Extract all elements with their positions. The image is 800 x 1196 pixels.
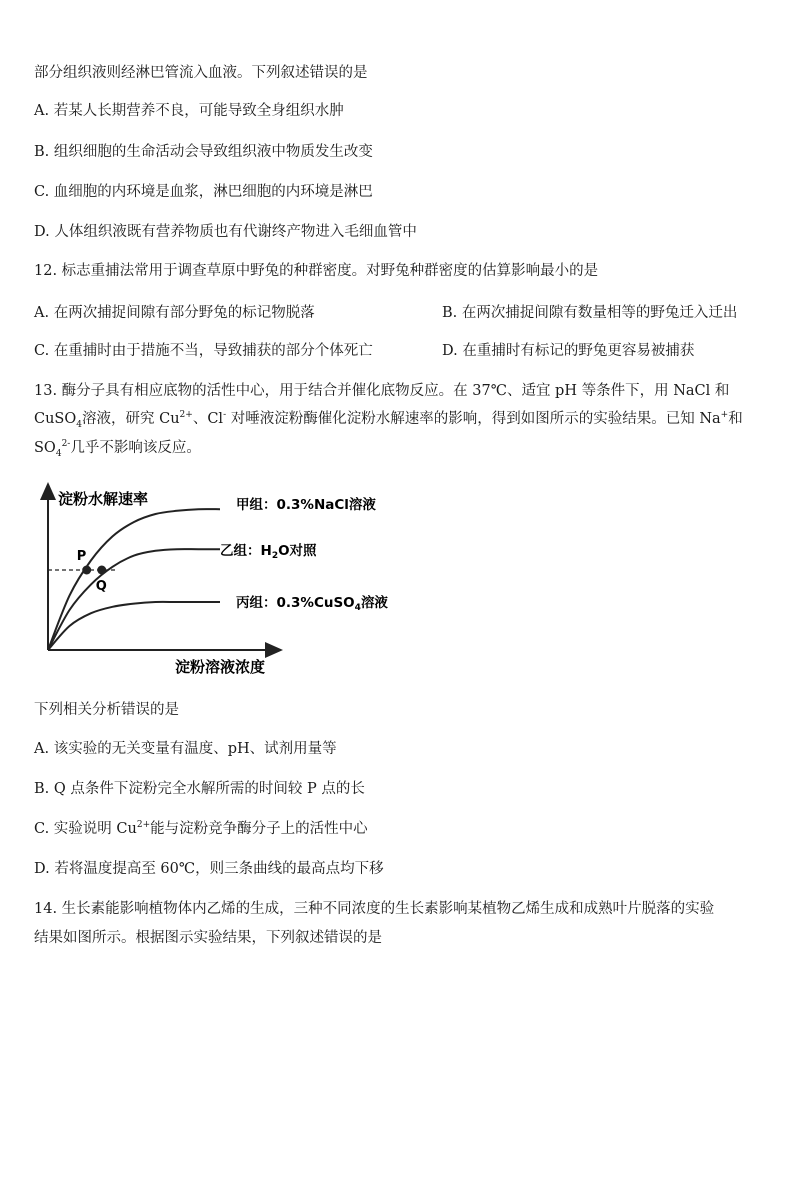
- point-q: [97, 566, 106, 575]
- enzyme-rate-chart: [30, 478, 430, 678]
- legend-yi: 乙组：$H_2O$对照: [220, 543, 317, 561]
- x-axis-title: 淀粉溶液浓度: [175, 658, 266, 676]
- q11-option-d: D. 人体组织液既有营养物质也有代谢终产物进入毛细血管中: [34, 224, 417, 240]
- q12-option-b: B. 在两次捕捉间隙有数量相等的野兔迁入迁出: [442, 305, 738, 321]
- curve-yi-water: [48, 549, 220, 650]
- q12-option-d: D. 在重捕时有标记的野兔更容易被捕获: [442, 343, 695, 359]
- q12-stem: 12. 标志重捕法常用于调查草原中野兔的种群密度。对野兔种群密度的估算影响最小的是: [34, 263, 599, 279]
- point-p: [82, 566, 91, 575]
- q14-stem-line2: 结果如图所示。根据图示实验结果，下列叙述错误的是: [34, 930, 382, 946]
- q13-stem-line3: $SO_4^{2-}$几乎不影响该反应。: [34, 439, 201, 459]
- point-p-label: P: [76, 549, 87, 564]
- q13-option-d: D. 若将温度提高至 60℃，则三条曲线的最高点均下移: [34, 861, 384, 877]
- y-axis-title: 淀粉水解速率: [58, 490, 149, 508]
- q11-option-a: A. 若某人长期营养不良，可能导致全身组织水肿: [34, 103, 344, 119]
- q13-option-c: C. 实验说明 $Cu^{2+}$能与淀粉竞争酶分子上的活性中心: [34, 820, 368, 837]
- curve-bing-cuso4: [48, 602, 220, 650]
- q13-follow: 下列相关分析错误的是: [34, 702, 179, 718]
- q11-option-c: C. 血细胞的内环境是血浆，淋巴细胞的内环境是淋巴: [34, 184, 373, 200]
- legend-jia: 甲组：0.3%NaCl溶液: [236, 497, 376, 513]
- q11-option-b: B. 组织细胞的生命活动会导致组织液中物质发生改变: [34, 144, 373, 160]
- q14-stem-line1: 14. 生长素能影响植物体内乙烯的生成，三种不同浓度的生长素影响某植物乙烯生成和成熟叶片脱落的实验: [34, 901, 715, 917]
- q13-stem-line2: CuSO$_4$溶液，研究 $Cu^{2+}$、Cl- 对唾液淀粉酶催化淀粉水解速率的影响，得到如图所示的实验结果。已知 Na+和: [34, 410, 743, 430]
- q13-stem-line1: 13. 酶分子具有相应底物的活性中心，用于结合并催化底物反应。在 37℃、适宜 pH 等条件下，用 NaCl 和: [34, 383, 730, 399]
- point-q-label: Q: [95, 579, 107, 594]
- q13-option-a: A. 该实验的无关变量有温度、pH、试剂用量等: [34, 741, 337, 757]
- q12-option-a: A. 在两次捕捉间隙有部分野兔的标记物脱落: [34, 305, 315, 321]
- curve-jia-nacl: [48, 509, 220, 650]
- q11-intro-end: 部分组织液则经淋巴管流入血液。下列叙述错误的是: [34, 65, 368, 81]
- q13-option-b: B. Q 点条件下淀粉完全水解所需的时间较 P 点的长: [34, 781, 365, 797]
- q12-option-c: C. 在重捕时由于措施不当，导致捕获的部分个体死亡: [34, 343, 373, 359]
- legend-bing: 丙组：0.3%CuSO$_4$溶液: [236, 595, 388, 613]
